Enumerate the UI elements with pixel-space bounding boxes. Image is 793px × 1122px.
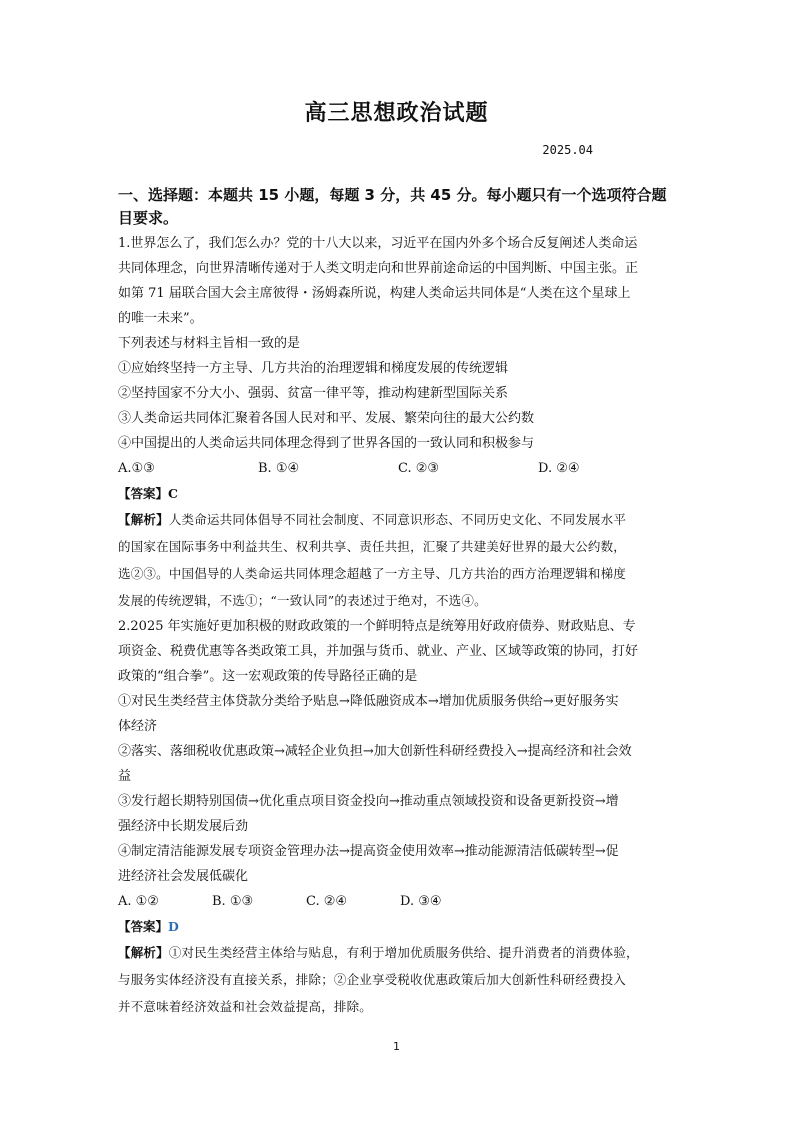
q2-statement: ①对民生类经营主体贷款分类给予贴息→降低融资成本→增加优质服务供给→更好服务实 <box>118 694 619 709</box>
q2-analysis-text: ①对民生类经营主体给与贴息，有利于增加优质服务供给、提升消费者的消费体验， <box>168 945 639 960</box>
q1-stem-line: 的唯一未来”。 <box>118 311 203 326</box>
q2-analysis-line <box>118 939 678 966</box>
q2-analysis-line: 并不意味着经济效益和社会效益提高，排除。 <box>118 999 373 1014</box>
q1-option-d: D. ②④ <box>538 461 580 476</box>
q2-answer <box>118 914 678 939</box>
q1-answer <box>118 481 678 506</box>
q2-statement: ③发行超长期特别国债→优化重点项目资金投向→推动重点领域投资和设备更新投资→增 <box>118 794 619 809</box>
question-1 <box>118 231 678 614</box>
exam-date: 2025.04 <box>542 143 593 157</box>
q1-analysis-line <box>118 506 678 533</box>
q1-statement: ③人类命运共同体汇聚着各国人民对和平、发展、繁荣向往的最大公约数 <box>118 411 535 426</box>
q2-option-d: D. ③④ <box>400 894 442 909</box>
q2-statement-cont: 益 <box>118 769 132 784</box>
q1-stem-line: 如第 71 届联合国大会主席彼得・汤姆森所说，构建人类命运共同体是“人类在这个星球上 <box>118 286 631 301</box>
q2-option-a: A. ①② <box>118 894 159 909</box>
analysis-label: 【解析】 <box>118 512 169 527</box>
main-content <box>118 184 678 1020</box>
q2-statement-cont: 体经济 <box>118 719 158 734</box>
q1-analysis-line: 的国家在国际事务中利益共生、权利共享、责任共担，汇聚了共建美好世界的最大公约数， <box>118 539 627 554</box>
q1-analysis-text: 人类命运共同体倡导不同社会制度、不同意识形态、不同历史文化、不同发展水平 <box>168 512 627 527</box>
q1-stem-line: 1.世界怎么了，我们怎么办？党的十八大以来，习近平在国内外多个场合反复阐述人类命运 <box>118 236 638 251</box>
q1-stem-line: 共同体理念，向世界清晰传递对于人类文明走向和世界前途命运的中国判断、中国主张。正 <box>118 261 639 276</box>
page-number: 1 <box>393 1040 400 1053</box>
q2-stem-line: 2.2025 年实施好更加积极的财政政策的一个鲜明特点是统筹用好政府债券、财政贴息、专 <box>118 619 636 634</box>
q1-analysis-line: 选②③。中国倡导的人类命运共同体理念超越了一方主导、几方共治的西方治理逻辑和梯度 <box>118 566 627 581</box>
section-heading: 一、选择题：本题共 15 小题，每题 3 分，共 45 分。每小题只有一个选项符合题目要求。 <box>118 186 667 227</box>
q1-option-c: C. ②③ <box>398 461 440 476</box>
q2-prompt: 政策的“组合拳”。这一宏观政策的传导路径正确的是 <box>118 669 418 684</box>
q1-options <box>118 456 678 481</box>
q2-option-b: B. ①③ <box>212 894 254 909</box>
question-2 <box>118 614 678 1020</box>
q2-stem-line: 项资金、税费优惠等各类政策工具，并加强与货币、就业、产业、区域等政策的协同，打好 <box>118 644 639 659</box>
answer-label: 【答案】 <box>118 919 169 934</box>
q2-options <box>118 889 678 914</box>
answer-label: 【答案】 <box>118 486 169 501</box>
q2-statement-cont: 进经济社会发展低碳化 <box>118 869 249 884</box>
q1-analysis-line: 发展的传统逻辑，不选①；“一致认同”的表述过于绝对，不选④。 <box>118 593 487 608</box>
q1-statement: ④中国提出的人类命运共同体理念得到了世界各国的一致认同和积极参与 <box>118 436 535 451</box>
q2-statement-cont: 强经济中长期发展后劲 <box>118 819 249 834</box>
q1-statement: ①应始终坚持一方主导、几方共治的治理逻辑和梯度发展的传统逻辑 <box>118 361 509 376</box>
q2-statement: ④制定清洁能源发展专项资金管理办法→提高资金使用效率→推动能源清洁低碳转型→促 <box>118 844 619 859</box>
q1-option-b: B. ①④ <box>258 461 300 476</box>
q1-option-a: A.①③ <box>118 461 155 476</box>
q1-answer-value: C <box>168 486 178 501</box>
q1-prompt: 下列表述与材料主旨相一致的是 <box>118 336 301 351</box>
page-title: 高三思想政治试题 <box>304 101 489 126</box>
q1-statement: ②坚持国家不分大小、强弱、贫富一律平等，推动构建新型国际关系 <box>118 386 509 401</box>
q2-statement: ②落实、落细税收优惠政策→减轻企业负担→加大创新性科研经费投入→提高经济和社会效 <box>118 744 632 759</box>
q2-analysis-line: 与服务实体经济没有直接关系，排除；②企业享受税收优惠政策后加大创新性科研经费投入 <box>118 972 627 987</box>
analysis-label: 【解析】 <box>118 945 169 960</box>
q2-answer-value: D <box>168 919 179 934</box>
q2-option-c: C. ②④ <box>306 894 348 909</box>
